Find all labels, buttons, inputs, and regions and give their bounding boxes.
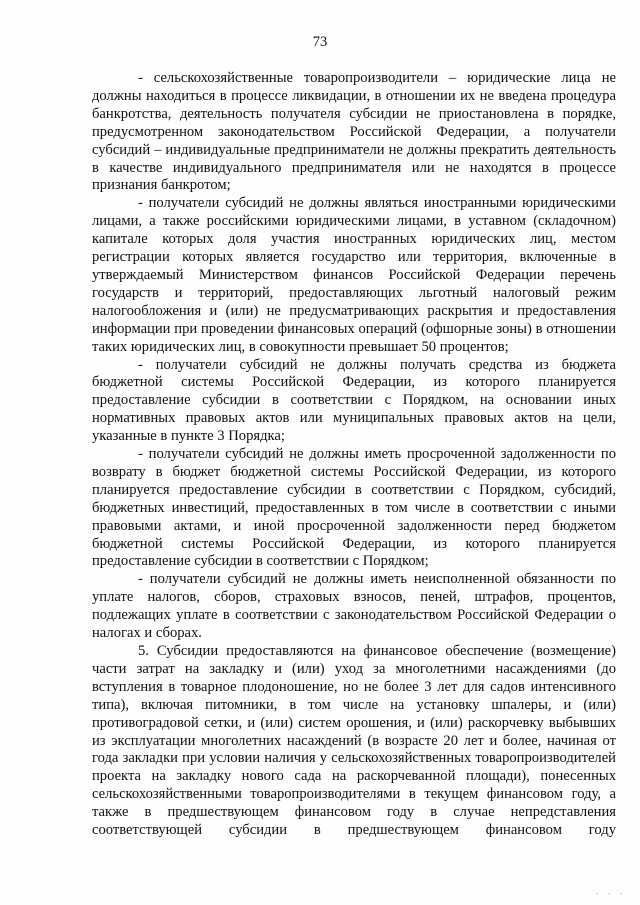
document-body (92, 70, 616, 840)
paragraph-foreign-entities-condition: - получатели субсидий не должны являться иностранными юридическими лицами, а также российскими юридическими лицами, в уставном (складочном) капитале которых доля участия иностранных юридических лиц, местом регистрации которых является государство или территория, включенные в утверждаемый Министерством финансов Российской Федерации перечень государств и территорий, предоставляющих льготный налоговый режим налогообложения и (или) не предусматривающих раскрытия и предоставления информации при проведении финансовых операций (офшорные зоны) в отношении таких юридических лиц, в совокупности превышает 50 процентов; (92, 195, 616, 355)
paragraph-other-funding-condition: - получатели субсидий не должны получать средства из бюджета бюджетной системы Российской Федерации, из которого планируется предоставление субсидии в соответствии с Порядком, на основании иных нормативных правовых актов или муниципальных правовых актов на цели, указанные в пункте 3 Порядка; (92, 356, 616, 445)
paragraph-liquidation-condition: - сельскохозяйственные товаропроизводители – юридические лица не должны находиться в процессе ликвидации, в отношении их не введена процедура банкротства, деятельность получателя субсидии не приостановлена в порядке, предусмотренном законодательством Российской Федерации, а получатели субсидий – индивидуальные предприниматели не должны прекратить деятельность в качестве индивидуального предпринимателя или не находятся в процессе признания банкротом; (92, 70, 616, 194)
scan-artifact (620, 893, 622, 894)
paragraph-overdue-debt-condition: - получатели субсидий не должны иметь просроченной задолженности по возврату в бюджет бюджетной системы Российской Федерации, из которого планируется предоставление субсидии в соответствии с Порядком, субсидий, бюджетных инвестиций, предоставленных в том числе в соответствии с иными правовыми актами, и иной просроченной задолженности перед бюджетом бюджетной системы Российской Федерации, из которого планируется предоставление субсидии в соответствии с Порядком; (92, 446, 616, 570)
paragraph-tax-obligations-condition: - получатели субсидий не должны иметь неисполненной обязанности по уплате налогов, сборов, страховых взносов, пеней, штрафов, процентов, подлежащих уплате в соответствии с законодательством Российской Федерации о налогах и сборах. (92, 571, 616, 642)
page-number: 73 (312, 34, 328, 50)
paragraph-clause-5: 5. Субсидии предоставляются на финансовое обеспечение (возмещение) части затрат на закладку и (или) уход за многолетними насаждениями (до вступления в товарное плодоношение, но не более 3 лет для садов интенсивного типа), включая питомники, в том числе на установку шпалеры, и (или) противоградовой сетки, и (или) систем орошения, и (или) раскорчевку выбывших из эксплуатации многолетних насаждений (в возрасте 20 лет и более, начиная от года закладки при условии наличия у сельскохозяйственных товаропроизводителей проекта на закладку нового сада на раскорчеванной площади), понесенных сельскохозяйственными товаропроизводителями в текущем финансовом году, а также в предшествующем финансовом году в случае непредставления соответствующей субсидии в предшествующем финансовом году (92, 643, 616, 839)
scan-artifact (596, 893, 598, 894)
scan-artifact (608, 893, 610, 894)
